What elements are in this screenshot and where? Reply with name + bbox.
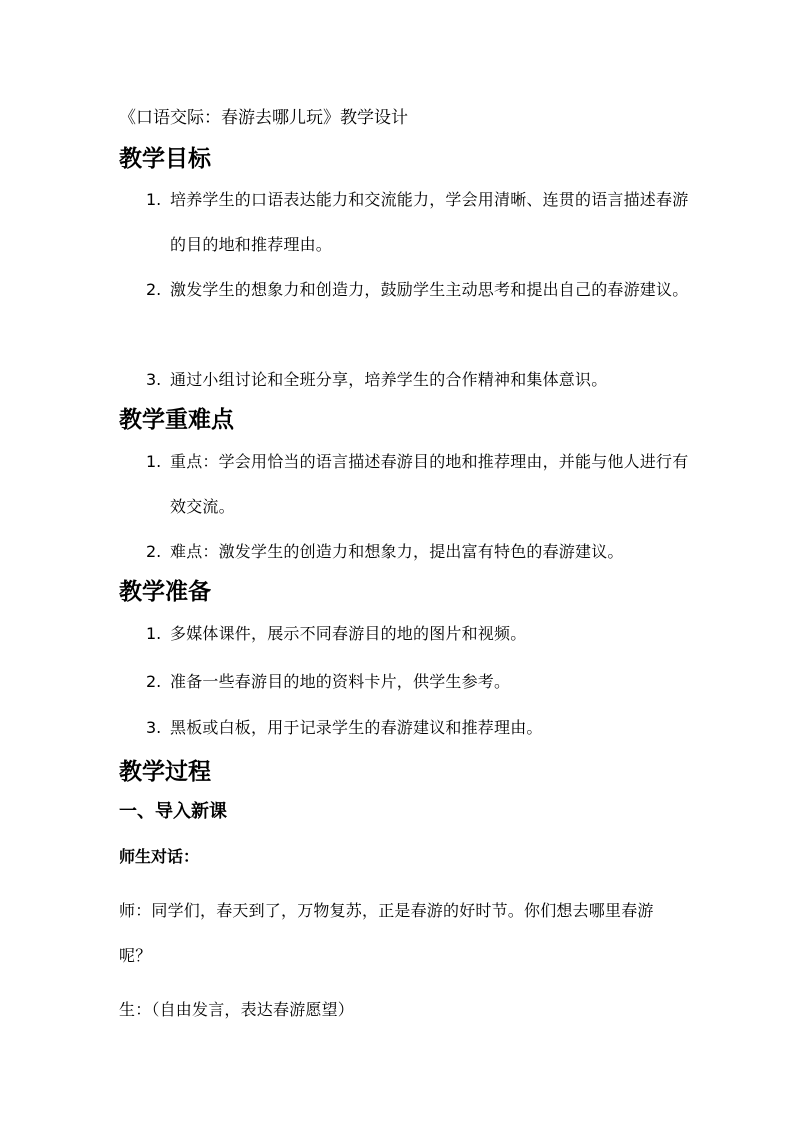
- goal-3-number: 3.: [146, 370, 162, 389]
- heading-teaching-goals: 教学目标: [119, 146, 211, 172]
- prep-3-text: 黑板或白板，用于记录学生的春游建议和推荐理由。: [170, 718, 543, 737]
- goal-3-text: 通过小组讨论和全班分享，培养学生的合作精神和集体意识。: [170, 370, 608, 389]
- goal-2-number: 2.: [146, 280, 162, 299]
- teacher-line: 师：同学们，春天到了，万物复苏，正是春游的好时节。你们想去哪里春游呢？: [119, 901, 654, 965]
- goal-1-text: 培养学生的口语表达能力和交流能力，学会用清晰、连贯的语言描述春游的目的地和推荐理由。: [170, 190, 689, 254]
- heading-preparation: 教学准备: [119, 579, 211, 605]
- dialogue-label: 师生对话：: [119, 847, 200, 866]
- keypoint-2-number: 2.: [146, 542, 162, 561]
- goal-1-number: 1.: [146, 190, 162, 209]
- prep-1-number: 1.: [146, 624, 162, 643]
- keypoint-1-number: 1.: [146, 452, 162, 471]
- goal-2-text: 激发学生的想象力和创造力，鼓励学生主动思考和提出自己的春游建议。: [170, 280, 689, 299]
- document-title: 《口语交际：春游去哪儿玩》教学设计: [119, 108, 408, 128]
- heading-teaching-process: 教学过程: [119, 759, 211, 785]
- keypoint-2-text: 难点：激发学生的创造力和想象力，提出富有特色的春游建议。: [170, 542, 624, 561]
- heading-key-points: 教学重难点: [119, 407, 234, 433]
- prep-3-number: 3.: [146, 718, 162, 737]
- prep-2-number: 2.: [146, 672, 162, 691]
- prep-1-text: 多媒体课件，展示不同春游目的地的图片和视频。: [170, 624, 527, 643]
- prep-2-text: 准备一些春游目的地的资料卡片，供学生参考。: [170, 672, 511, 691]
- keypoint-1-text: 重点：学会用恰当的语言描述春游目的地和推荐理由，并能与他人进行有效交流。: [170, 452, 689, 516]
- subheading-introduction: 一、导入新课: [119, 801, 227, 822]
- student-line: 生：（自由发言，表达春游愿望）: [119, 1000, 355, 1019]
